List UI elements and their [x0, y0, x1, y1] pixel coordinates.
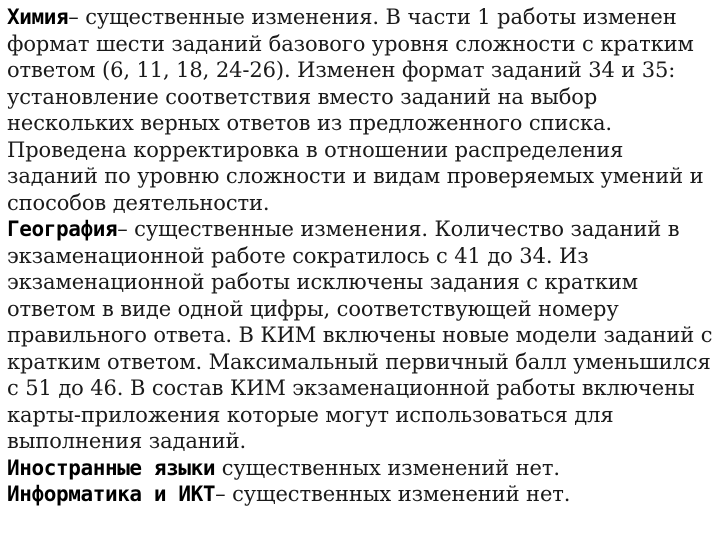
subject-dash: – [68, 5, 79, 29]
paragraph-text: существенных изменений нет. [225, 482, 571, 506]
subject-dash [215, 456, 222, 480]
document-page [7, 4, 715, 508]
subject-heading: География [7, 217, 118, 241]
subject-heading: Иностранные языки [7, 455, 216, 480]
subject-dash: – [215, 482, 226, 506]
paragraph-text: существенные изменения. В части 1 работы изменен формат шести заданий базового уровня сложности с кратким ответом (6, 11, 18, 24-26). Изменен формат заданий 34 и 35: установление соответствия вместо заданий на выбор нескольких верных ответов из предложенного списка. Проведена корректировка в отношении распределения заданий по уровню сложности и видам проверяемых умений и способов деятельности. [7, 5, 704, 215]
paragraph-foreign-languages [7, 455, 715, 482]
paragraph-informatics [7, 481, 715, 508]
paragraph-chemistry [7, 4, 715, 216]
paragraph-geography [7, 216, 715, 455]
subject-dash: – [117, 217, 128, 241]
paragraph-text: существенные изменения. Количество заданий в экзаменационной работе сократилось с 41 до 34. Из экзаменационной работы исключены задания с кратким ответом в виде одной цифры, соответствующей номеру правильного ответа. В КИМ включены новые модели заданий с кратким ответом. Максимальный первичный балл уменьшился с 51 до 46. В состав КИМ экзаменационной работы включены карты-приложения которые могут использоваться для выполнения заданий. [7, 217, 713, 453]
subject-heading: Информатика и ИКТ [7, 482, 216, 506]
paragraph-text: существенных изменений нет. [221, 455, 560, 480]
subject-heading: Химия [7, 5, 69, 29]
